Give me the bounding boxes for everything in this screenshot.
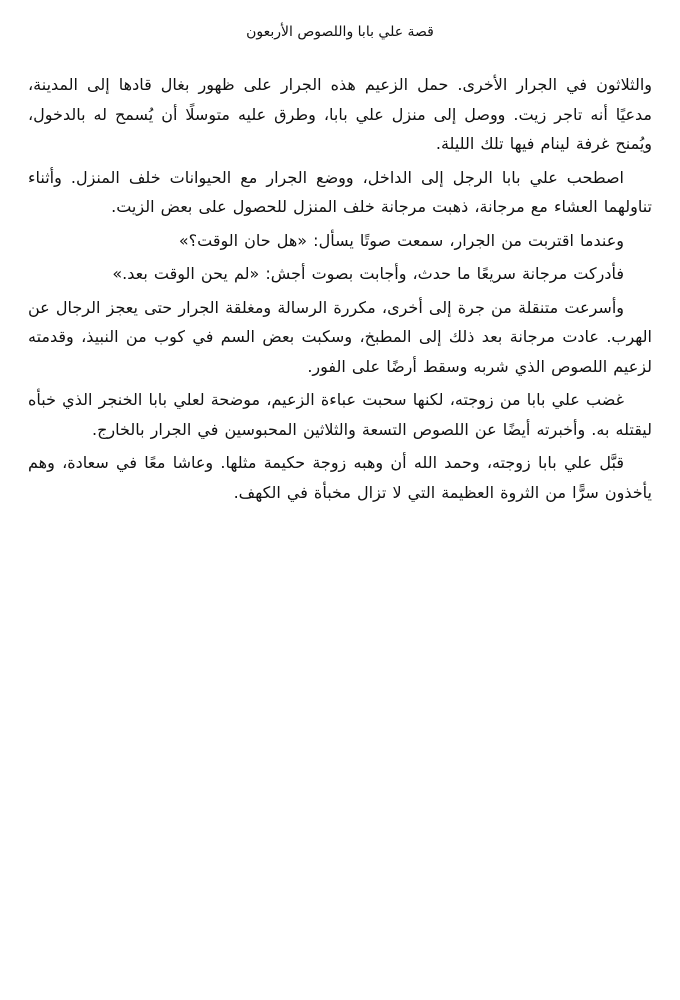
paragraph: فأدركت مرجانة سريعًا ما حدث، وأجابت بصوت أجش: «لم يحن الوقت بعد.» xyxy=(112,264,624,283)
story-body xyxy=(28,70,652,511)
paragraph: اصطحب علي بابا الرجل إلى الداخل، ووضع الجرار مع الحيوانات خلف المنزل. وأثناء تناولهما العشاء مع مرجانة، ذهبت مرجانة خلف المنزل للحصول على بعض الزيت. xyxy=(28,167,652,216)
paragraph: غضب علي بابا من زوجته، لكنها سحبت عباءة الزعيم، موضحة لعلي بابا الخنجر الذي خبأه ليقتله به. وأخبرته أيضًا عن اللصوص التسعة والثلاثين المحبوسين في الجرار بالخارج. xyxy=(28,390,652,439)
running-header-title: قصة علي بابا واللصوص الأربعون xyxy=(246,24,434,40)
paragraph-continuation: والثلاثون في الجرار الأخرى. حمل الزعيم هذه الجرار على ظهور بغال قادها إلى المدينة، مدعيًا أنه تاجر زيت. ووصل إلى منزل علي بابا، وطرق عليه متوسلًا أن يُسمح له بالدخول، ويُمنح غرفة لينام فيها تلك الليلة. xyxy=(28,75,652,153)
paragraph: وعندما اقتربت من الجرار، سمعت صوتًا يسأل: «هل حان الوقت؟» xyxy=(178,230,624,250)
paragraph: قبَّل علي بابا زوجته، وحمد الله أن وهبه زوجة حكيمة مثلها. وعاشا معًا في سعادة، وهم يأخذون سرًّا من الثروة العظيمة التي لا تزال مخبأة في الكهف. xyxy=(28,453,652,502)
paragraph: وأسرعت متنقلة من جرة إلى أخرى، مكررة الرسالة ومغلقة الجرار حتى يعجز الرجال عن الهرب. عادت مرجانة بعد ذلك إلى المطبخ، وسكبت بعض السم في كوب من النبيذ، وقدمته لزعيم اللصوص الذي شربه وسقط أرضًا على الفور. xyxy=(28,297,652,376)
